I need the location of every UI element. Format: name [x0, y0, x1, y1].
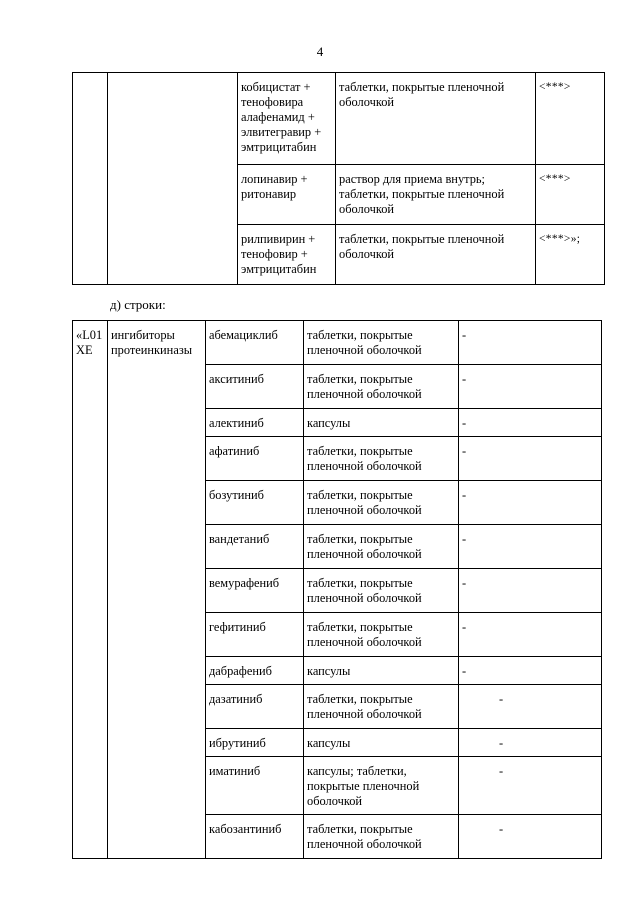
substance-cell: иматиниб: [206, 757, 304, 815]
form-cell: раствор для приема внутрь; таблетки, покрытые пленочной оболочкой: [336, 165, 536, 225]
substance-cell: дабрафениб: [206, 657, 304, 685]
form-cell: таблетки, покрытые пленочной оболочкой: [304, 613, 459, 657]
note-cell: -: [459, 365, 602, 409]
note-cell: -: [459, 757, 602, 815]
substance-cell: гефитиниб: [206, 613, 304, 657]
substance-cell: рилпивирин + тенофовир + эмтрицитабин: [238, 225, 336, 285]
substance-cell: кобицистат + тенофовира алафенамид + элвитегравир + эмтрицитабин: [238, 73, 336, 165]
form-cell: таблетки, покрытые пленочной оболочкой: [304, 525, 459, 569]
page-number: 4: [316, 44, 324, 59]
form-cell: таблетки, покрытые пленочной оболочкой: [304, 815, 459, 859]
group-cell: ингибиторы протеинкиназы: [108, 321, 206, 859]
substance-cell: абемациклиб: [206, 321, 304, 365]
note-cell: <***>: [536, 165, 605, 225]
substance-cell: афатиниб: [206, 437, 304, 481]
substance-cell: дазатиниб: [206, 685, 304, 729]
substance-cell: бозутиниб: [206, 481, 304, 525]
group-cell: [108, 73, 238, 285]
form-cell: капсулы: [304, 409, 459, 437]
substance-cell: акситиниб: [206, 365, 304, 409]
substance-cell: вандетаниб: [206, 525, 304, 569]
form-cell: таблетки, покрытые пленочной оболочкой: [304, 569, 459, 613]
section-label: д) строки:: [110, 297, 166, 312]
note-cell: -: [459, 657, 602, 685]
form-cell: таблетки, покрытые пленочной оболочкой: [304, 685, 459, 729]
note-cell: -: [459, 321, 602, 365]
note-cell: <***>»;: [536, 225, 605, 285]
substance-cell: вемурафениб: [206, 569, 304, 613]
note-cell: -: [459, 569, 602, 613]
substance-cell: кабозантиниб: [206, 815, 304, 859]
note-cell: <***>: [536, 73, 605, 165]
substance-cell: ибрутиниб: [206, 729, 304, 757]
code-cell: [73, 73, 108, 285]
form-cell: таблетки, покрытые пленочной оболочкой: [336, 225, 536, 285]
note-cell: -: [459, 525, 602, 569]
note-cell: -: [459, 409, 602, 437]
form-cell: таблетки, покрытые пленочной оболочкой: [304, 481, 459, 525]
continuation-table: [72, 72, 605, 285]
substance-cell: алектиниб: [206, 409, 304, 437]
note-cell: -: [459, 815, 602, 859]
form-cell: капсулы; таблетки, покрытые пленочной оболочкой: [304, 757, 459, 815]
note-cell: -: [459, 685, 602, 729]
form-cell: капсулы: [304, 657, 459, 685]
note-cell: -: [459, 729, 602, 757]
note-cell: -: [459, 613, 602, 657]
note-cell: -: [459, 481, 602, 525]
table-row: [73, 73, 605, 165]
form-cell: таблетки, покрытые пленочной оболочкой: [304, 437, 459, 481]
substance-cell: лопинавир + ритонавир: [238, 165, 336, 225]
note-cell: -: [459, 437, 602, 481]
atc-code-cell: «L01XE: [73, 321, 108, 859]
form-cell: таблетки, покрытые пленочной оболочкой: [304, 365, 459, 409]
table-row: [73, 321, 602, 365]
inhibitors-table: [72, 320, 602, 859]
form-cell: таблетки, покрытые пленочной оболочкой: [304, 321, 459, 365]
form-cell: капсулы: [304, 729, 459, 757]
form-cell: таблетки, покрытые пленочной оболочкой: [336, 73, 536, 165]
